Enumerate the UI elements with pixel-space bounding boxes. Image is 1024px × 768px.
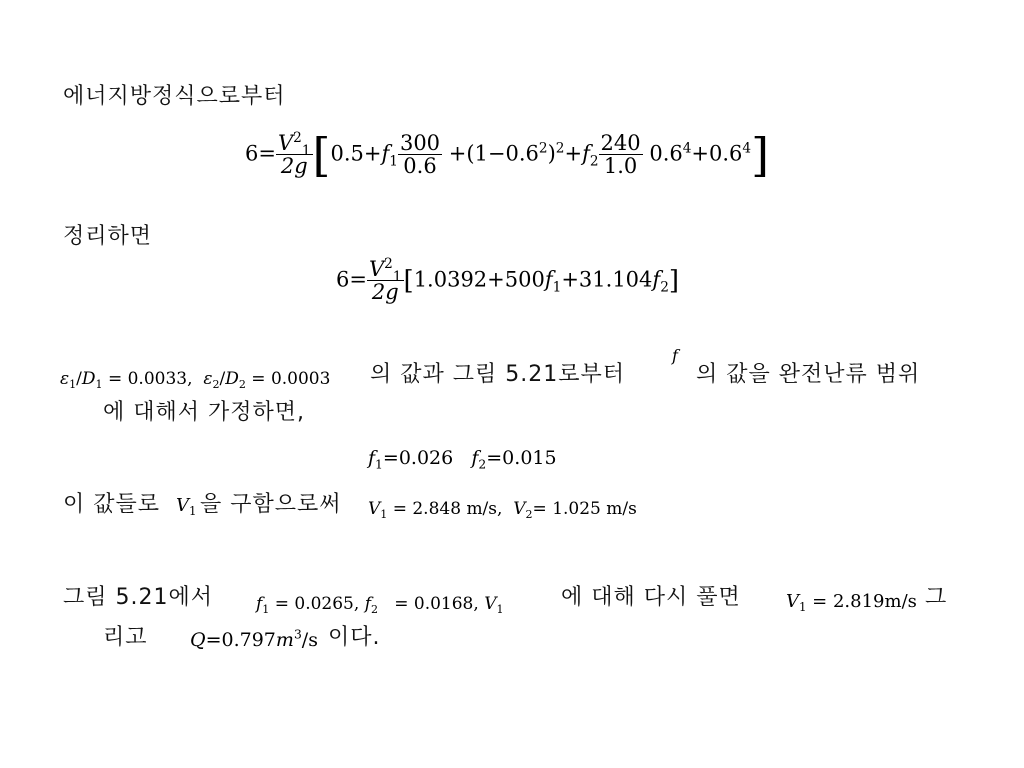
text-full-turbulence: 의 값을 완전난류 범위: [696, 362, 921, 387]
text-and-prefix: 그: [925, 585, 948, 610]
text-value-and-figure: 의 값과 그림 5.21로부터: [370, 362, 625, 387]
flow-rate-result: $Q=0.797m^3/s$: [190, 627, 318, 651]
text-from-figure: 그림 5.21에서: [63, 585, 213, 610]
text-assume: 에 대해서 가정하면,: [103, 400, 305, 425]
simplified-equation: 6= $\frac{V^2_1}{2g}$ $[1.0392+500f_1+31.104f_2]$: [336, 255, 680, 305]
text-and-suffix: 리고: [103, 625, 148, 650]
assumed-friction-factors: $f_1=0.026$ $f_2=0.015$: [368, 447, 557, 472]
v1-result: $V_1 = 2.819m/s$: [786, 591, 917, 615]
relative-roughness: $\varepsilon_1/D_1 = 0.0033$, $\varepsilon_2/D_2 = 0.0003$: [60, 369, 331, 391]
revised-friction-factors: $f_1 = 0.0265$, $f_2$ = 0.0168, $V_1$: [256, 594, 504, 616]
text-with-values: 이 값들로: [63, 492, 161, 517]
text-solve-again: 에 대해 다시 풀면: [561, 585, 741, 610]
text-simplify: 정리하면: [63, 224, 153, 249]
v1-symbol: $V_1$: [176, 495, 197, 519]
text-is: 이다.: [328, 625, 381, 650]
text-energy-equation-intro: 에너지방정식으로부터: [63, 84, 286, 109]
energy-equation: 6= $\frac{V^2_1}{2g}$ [$0.5+f_1$ $\frac{300}{0.6}$ $+(1-0.6^2)^2+f_2$ $\frac{240}{1.0}$ $0.6^4+0.6^4$]: [245, 128, 770, 183]
velocity-results: $V_1 = 2.848$ m/s, $V_2= 1.025$ m/s: [368, 499, 637, 521]
text-by-solving: 을 구함으로써: [200, 492, 342, 517]
friction-factor-symbol: f: [672, 346, 678, 365]
